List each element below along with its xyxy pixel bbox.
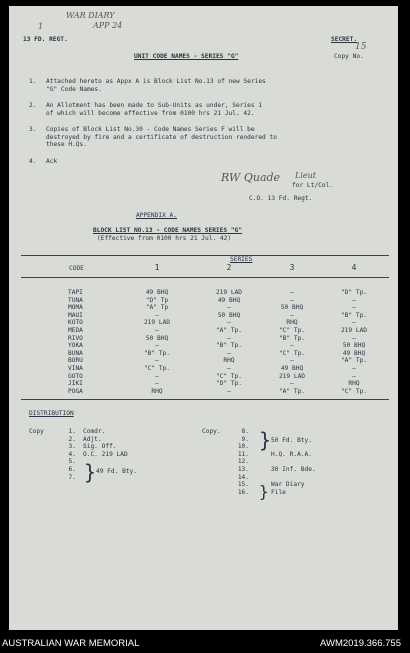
distribution-recipient: O.C. 219 LAD	[83, 450, 128, 458]
table-row-code: GOTO	[68, 372, 83, 380]
table-row-code: POGA	[68, 387, 83, 395]
table-cell: "A" Tp.	[340, 357, 368, 365]
series-2-header: 2	[226, 263, 232, 272]
right-group-brace-2: }	[259, 482, 269, 501]
handwritten-app: APP 24	[93, 21, 123, 30]
table-cell: 49 BHQ	[217, 296, 241, 304]
table-cell: 219 LAD	[340, 327, 368, 334]
appendix-heading: BLOCK LIST NO.13 - CODE NAMES SERIES "G"	[93, 227, 243, 234]
distribution-recipient: Sig. Off.	[83, 443, 117, 451]
table-cell: "C" Tp.	[143, 365, 171, 372]
table-cell: —	[155, 372, 159, 380]
table-row-code: BUNA	[68, 349, 83, 357]
table-cell: "C" Tp.	[215, 372, 243, 380]
distribution-copy-number: 1.	[68, 428, 76, 435]
signature-for: for Lt/Col.	[292, 182, 333, 189]
table-cell: "B" Tp.	[143, 349, 171, 357]
table-cell: 219 LAD	[215, 289, 243, 296]
distribution-copy-number: 4.	[68, 450, 76, 458]
table-cell: —	[352, 334, 356, 342]
table-cell: —	[155, 380, 159, 388]
distribution-recipient: File	[271, 488, 286, 496]
footer-bar	[0, 630, 410, 653]
distribution-copy-number: 8.	[241, 428, 249, 435]
paragraph-line: "G" Code Names.	[46, 85, 102, 93]
table-row-code: YOKA	[68, 342, 83, 350]
copy-number: 15	[355, 42, 367, 52]
table-cell: RHQ	[151, 387, 163, 395]
table-cell: —	[155, 311, 159, 319]
table-row-code: RIVO	[68, 334, 83, 342]
paragraph-line: Ack	[46, 158, 58, 165]
distribution-copy-number: 13.	[237, 466, 249, 473]
distribution-recipient: Comdr.	[83, 428, 106, 435]
table-row-code: MEDA	[68, 327, 83, 334]
table-cell: 49 BHQ	[145, 289, 169, 296]
table-cell: "B" Tp.	[215, 342, 243, 350]
distribution-recipient: H.Q. R.A.A.	[271, 450, 312, 458]
table-cell: "B" Tp.	[278, 334, 306, 342]
right-group-label: 50 Fd. Bty.	[271, 437, 312, 444]
table-cell: RHQ	[223, 357, 235, 365]
distribution-copy-number: 9.	[241, 435, 249, 443]
distribution-copy-label: Copy	[29, 428, 44, 435]
paragraph-number: 1.	[29, 78, 37, 85]
distribution-copy-number: 16.	[237, 488, 249, 496]
table-cell: "A" Tp.	[215, 327, 243, 334]
table-cell: —	[227, 365, 231, 372]
table-row-code: JIKI	[68, 380, 83, 388]
distribution-copy-number: 6.	[68, 466, 76, 473]
table-cell: —	[290, 380, 294, 388]
table-cell: —	[290, 296, 294, 304]
code-header: CODE	[69, 265, 84, 272]
table-cell: —	[227, 319, 231, 327]
distribution-title: DISTRIBUTION	[29, 410, 74, 417]
table-cell: 50 BHQ	[342, 342, 366, 350]
distribution-copy-number: 11.	[237, 450, 249, 458]
series-1-header: 1	[154, 263, 160, 272]
table-cell: —	[290, 357, 294, 365]
table-cell: —	[227, 304, 231, 312]
distribution-copy-number: 14.	[237, 473, 249, 481]
left-group-brace: }	[84, 460, 97, 484]
table-cell: —	[352, 304, 356, 312]
handwritten-mark: 1	[38, 22, 44, 31]
distribution-recipient: War Diary	[271, 481, 305, 489]
unit-name: 13 FD. REGT.	[23, 36, 68, 43]
distribution-copy-number: 3.	[68, 443, 76, 451]
document-page	[9, 6, 398, 630]
footer-institution: AUSTRALIAN WAR MEMORIAL	[2, 638, 140, 649]
table-cell: "C" Tp.	[340, 387, 368, 395]
appendix-effective: (Effective from 0100 hrs 21 Jul. 42)	[97, 235, 232, 242]
table-cell: 219 LAD	[278, 372, 306, 380]
paragraph-line: of which will become effective from 0100 hrs 21 Jul. 42.	[46, 109, 255, 117]
paragraph-number: 3.	[29, 126, 37, 133]
table-cell: 49 BHQ	[280, 365, 304, 372]
table-rule-top	[21, 255, 389, 256]
table-cell: —	[290, 342, 294, 350]
paragraph-number: 2.	[29, 102, 37, 109]
handwritten-war-diary: WAR DIARY	[66, 11, 115, 20]
distribution-recipient: 30 Inf. Bde.	[271, 466, 316, 473]
table-cell: "D" Tp.	[340, 289, 368, 296]
table-cell: —	[290, 311, 294, 319]
table-cell: —	[155, 357, 159, 365]
table-cell: 49 BHQ	[342, 349, 366, 357]
paragraph-line: destroyed by fire and a certificate of destruction rendered to	[46, 133, 277, 141]
distribution-copy-number: 7.	[68, 473, 76, 481]
table-cell: "C" Tp.	[278, 327, 306, 334]
right-group-brace-1: }	[259, 428, 272, 452]
paragraph-line: these H.Qs.	[46, 141, 87, 149]
table-cell: 50 BHQ	[217, 311, 241, 319]
paragraph-number: 4.	[29, 158, 37, 165]
series-3-header: 3	[289, 263, 295, 272]
distribution-right-copy-label: Copy.	[202, 428, 221, 435]
footer-reference: AWM2019.366.755	[320, 638, 401, 649]
paragraph-line: Attached hereto as Appx A is Block List No.13 of new Series	[46, 78, 266, 85]
table-cell: RHQ	[286, 319, 298, 327]
table-cell: —	[352, 365, 356, 372]
left-group-label: 49 Fd. Bty.	[96, 468, 137, 475]
signature: RW Quade	[221, 171, 281, 184]
table-cell: "A" Tp.	[278, 387, 306, 395]
paragraph-line: An Allotment has been made to Sub-Units as under, Series 1	[46, 102, 263, 109]
table-row-code: BORU	[68, 357, 83, 365]
copy-number-label: Copy No.	[334, 53, 364, 60]
series-header: SERIES	[230, 256, 253, 263]
distribution-copy-number: 2.	[68, 435, 76, 443]
table-cell: —	[352, 319, 356, 327]
table-cell: —	[227, 349, 231, 357]
table-cell: —	[352, 372, 356, 380]
signature-rank: Lieut	[295, 171, 316, 180]
table-cell: "D" Tp	[145, 296, 169, 304]
distribution-copy-number: 5.	[68, 458, 76, 466]
table-cell: 50 BHQ	[145, 334, 169, 342]
table-row-code: KOTO	[68, 319, 83, 327]
table-cell: —	[290, 289, 294, 296]
distribution-recipient: Adjt.	[83, 435, 102, 443]
table-cell: —	[227, 334, 231, 342]
table-row-code: MAUI	[68, 311, 83, 319]
distribution-copy-number: 10.	[237, 443, 249, 451]
table-cell: "A" Tp	[145, 304, 169, 312]
signature-line: C.O. 13 Fd. Regt.	[249, 195, 313, 202]
table-cell: "B" Tp.	[340, 311, 368, 319]
table-row-code: MOMA	[68, 304, 83, 312]
table-cell: "C" Tp.	[278, 349, 306, 357]
table-cell: —	[227, 387, 231, 395]
table-cell: —	[155, 342, 159, 350]
distribution-copy-number: 15.	[237, 481, 249, 489]
table-cell: 219 LAD	[143, 319, 171, 327]
table-rule-bottom	[21, 399, 389, 400]
table-cell: —	[155, 327, 159, 334]
table-cell: 50 BHQ	[280, 304, 304, 312]
table-rule-header	[21, 277, 389, 278]
series-4-header: 4	[351, 263, 357, 272]
paragraph-line: Copies of Block List No.30 - Code Names Series F will be	[46, 126, 255, 133]
table-row-code: TAPI	[68, 289, 83, 296]
distribution-copy-number: 12.	[237, 458, 249, 466]
table-cell: "D" Tp.	[215, 380, 243, 388]
table-row-code: VINA	[68, 365, 83, 372]
appendix-title: APPENDIX A.	[136, 212, 177, 219]
table-cell: RHQ	[348, 380, 360, 388]
table-cell: —	[352, 296, 356, 304]
table-row-code: TUNA	[68, 296, 83, 304]
classification: SECRET.	[331, 36, 358, 43]
document-title: UNIT CODE NAMES - SERIES "G"	[134, 53, 239, 60]
